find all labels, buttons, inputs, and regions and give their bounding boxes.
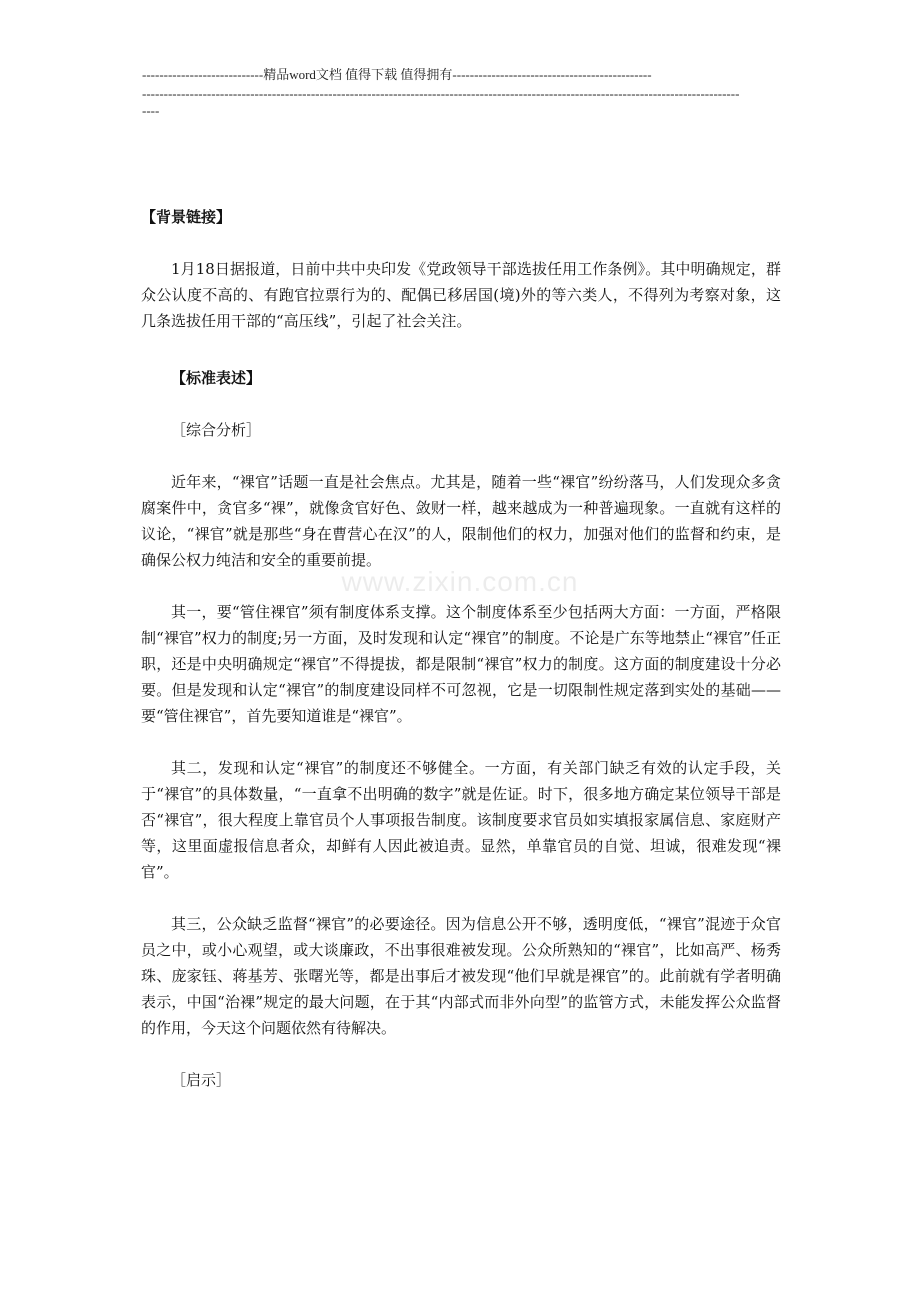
document-body xyxy=(141,204,781,1093)
background-heading: 【背景链接】 xyxy=(141,208,232,226)
paragraph-3: 其二，发现和认定“裸官”的制度还不够健全。一方面，有关部门缺乏有效的认定手段，关于“裸官”的具体数量，“一直拿不出明确的数字”就是佐证。时下，很多地方确定某位领导干部是否“裸官”，很大程度上靠官员个人事项报告制度。该制度要求官员如实填报家属信息、家庭财产等，这里面虚报信息者众，却鲜有人因此被追责。显然，单靠官员的自觉、坦诚，很难发现“裸官”。 xyxy=(141,759,781,881)
paragraph-1: 近年来，“裸官”话题一直是社会焦点。尤其是，随着一些“裸官”纷纷落马，人们发现众多贪腐案件中，贪官多“裸”，就像贪官好色、敛财一样，越来越成为一种普遍现象。一直就有这样的议论，“裸官”就是那些“身在曹营心在汉”的人，限制他们的权力，加强对他们的监督和约束，是确保公权力纯洁和安全的重要前提。 xyxy=(141,473,781,569)
header-divider-tail: ---- xyxy=(142,103,160,118)
analysis-heading: ［综合分析］ xyxy=(171,421,262,439)
standard-heading: 【标准表述】 xyxy=(171,369,262,387)
inspiration-heading: ［启示］ xyxy=(171,1071,232,1089)
paragraph-2: 其一，要“管住裸官”须有制度体系支撑。这个制度体系至少包括两大方面：一方面，严格限制“裸官”权力的制度;另一方面，及时发现和认定“裸官”的制度。不论是广东等地禁止“裸官”任正职，还是中央明确规定“裸官”不得提拔，都是限制“裸官”权力的制度。这方面的制度建设十分必要。但是发现和认定“裸官”的制度建设同样不可忽视，它是一切限制性规定落到实处的基础——要“管住裸官”，首先要知道谁是“裸官”。 xyxy=(141,603,781,725)
header-banner: ----------------------------精品word文档 值得下载 值得拥有---------------------------------------------- xyxy=(142,67,652,82)
watermark: www.zixin.com.cn xyxy=(341,566,579,597)
paragraph-4: 其三，公众缺乏监督“裸官”的必要途径。因为信息公开不够，透明度低，“裸官”混迹于众官员之中，或小心观望，或大谈廉政，不出事很难被发现。公众所熟知的“裸官”，比如高严、杨秀珠、庞家钰、蒋基芳、张曙光等，都是出事后才被发现“他们早就是裸官”的。此前就有学者明确表示，中国“治裸”规定的最大问题，在于其“内部式而非外向型”的监管方式，未能发挥公众监督的作用，今天这个问题依然有待解决。 xyxy=(141,915,781,1037)
header-divider: ------------------------------------------------------------------------------------------------------------------------------------------ xyxy=(142,86,740,101)
background-paragraph: 1月18日据报道，日前中共中央印发《党政领导干部选拔任用工作条例》。其中明确规定，群众公认度不高的、有跑官拉票行为的、配偶已移居国(境)外的等六类人，不得列为考察对象，这几条选拔任用干部的“高压线”，引起了社会关注。 xyxy=(141,260,781,330)
